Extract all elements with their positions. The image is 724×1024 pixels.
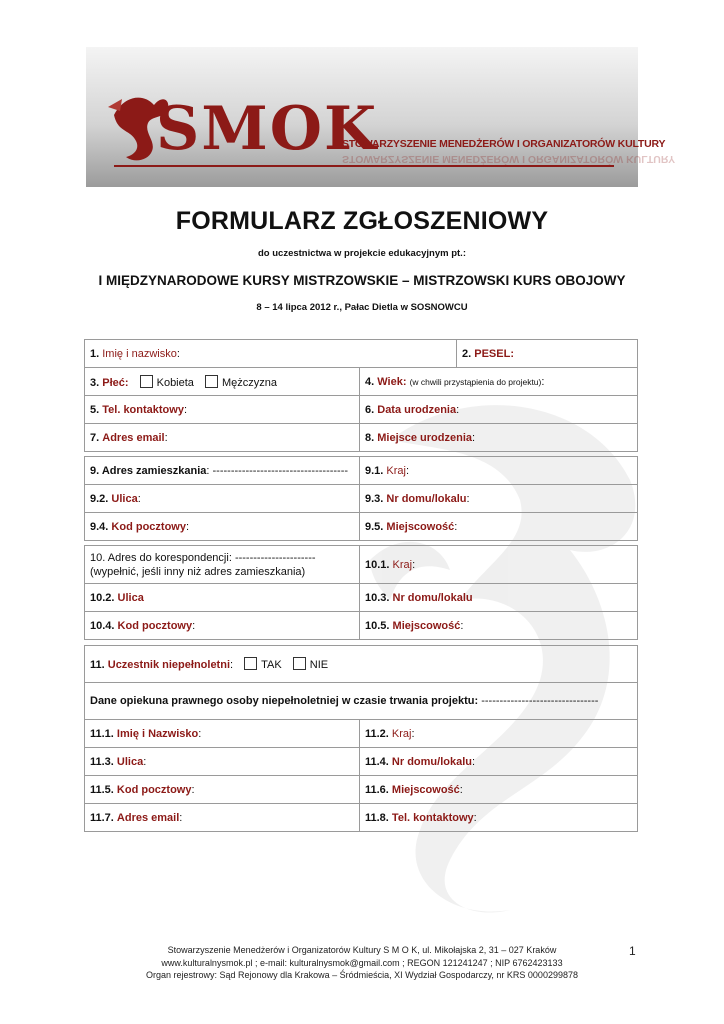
field-guardian-country[interactable]: 11.2. Kraj: <box>360 720 638 748</box>
checkbox-male[interactable] <box>205 375 218 388</box>
header-banner <box>86 47 676 187</box>
personal-data-table <box>84 339 638 452</box>
field-residence-country[interactable]: 9.1. Kraj: <box>360 457 638 485</box>
guardian-header: Dane opiekuna prawnego osoby niepełnoletniej w czasie trwania projektu: -------------------------------- <box>85 683 638 720</box>
project-name: I MIĘDZYNARODOWE KURSY MISTRZOWSKIE – MISTRZOWSKI KURS OBOJOWY <box>98 273 626 288</box>
field-guardian-street[interactable]: 11.3. Ulica: <box>85 748 360 776</box>
field-corr-postcode[interactable]: 10.4. Kod pocztowy: <box>85 612 360 640</box>
label-no: NIE <box>309 659 329 671</box>
field-residence-postcode[interactable]: 9.4. Kod pocztowy: <box>85 513 360 541</box>
subtitle: do uczestnictwa w projekcie edukacyjnym pt.: <box>257 248 466 259</box>
page-number: 1 <box>629 944 636 958</box>
field-name[interactable]: 1. Imię i nazwisko: <box>85 340 457 368</box>
organization-name-reflection: STOWARZYSZENIE MENEDŻERÓW I ORGANIZATORÓW KULTURY <box>342 153 676 165</box>
label-yes: TAK <box>261 659 282 671</box>
field-corr-street[interactable]: 10.2. Ulica <box>85 584 360 612</box>
field-guardian-city[interactable]: 11.6. Miejscowość: <box>360 776 638 804</box>
field-phone[interactable]: 5. Tel. kontaktowy: <box>85 396 360 424</box>
field-guardian-email[interactable]: 11.7. Adres email: <box>85 804 360 832</box>
field-guardian-name[interactable]: 11.1. Imię i Nazwisko: <box>85 720 360 748</box>
footer-line-3: Organ rejestrowy: Sąd Rejonowy dla Krakowa – Śródmieścia, XI Wydział Gospodarczy, nr KRS 0000299878 <box>146 970 578 980</box>
field-corr-country[interactable]: 10.1. Kraj: <box>360 546 638 584</box>
footer-line-1: Stowarzyszenie Menedżerów i Organizatorów Kultury S M O K, ul. Mikołajska 2, 31 – 027 Kraków <box>167 945 557 955</box>
field-birth-date[interactable]: 6. Data urodzenia: <box>360 396 638 424</box>
residence-header: 9. Adres zamieszkania: ------------------------------------- <box>85 457 360 485</box>
residence-address-table <box>84 456 638 541</box>
field-residence-street[interactable]: 9.2. Ulica: <box>85 485 360 513</box>
checkbox-female[interactable] <box>140 375 153 388</box>
correspondence-address-table <box>84 545 638 640</box>
organization-name: STOWARZYSZENIE MENEDŻERÓW I ORGANIZATORÓW KULTURY <box>342 138 666 150</box>
logo-text: SMOK <box>156 94 379 164</box>
field-guardian-house[interactable]: 11.4. Nr domu/lokalu: <box>360 748 638 776</box>
page-title: FORMULARZ ZGŁOSZENIOWY <box>175 207 549 235</box>
field-pesel[interactable]: 2. PESEL: <box>457 340 638 368</box>
field-age[interactable]: 4. Wiek: (w chwili przystąpienia do projektu): <box>360 368 638 396</box>
footer-line-2: www.kulturalnysmok.pl ; e-mail: kulturalnysmok@gmail.com ; REGON 121241247 ; NIP 6762423133 <box>161 957 563 968</box>
checkbox-minor-yes[interactable] <box>244 657 257 670</box>
field-email[interactable]: 7. Adres email: <box>85 424 360 452</box>
field-guardian-phone[interactable]: 11.8. Tel. kontaktowy: <box>360 804 638 832</box>
correspondence-note: (wypełnić, jeśli inny niż adres zamieszkania) <box>90 565 306 578</box>
field-residence-city[interactable]: 9.5. Miejscowość: <box>360 513 638 541</box>
correspondence-header: 10. Adres do korespondencji: ---------------------- (wypełnić, jeśli inny niż adres zamieszkania) <box>85 546 360 584</box>
event-dates: 8 – 14 lipca 2012 r., Pałac Dietla w SOSNOWCU <box>256 302 468 313</box>
banner-rule <box>114 165 614 167</box>
field-minor: 11. Uczestnik niepełnoletni: TAK NIE <box>85 646 638 683</box>
field-birth-place[interactable]: 8. Miejsce urodzenia: <box>360 424 638 452</box>
field-guardian-postcode[interactable]: 11.5. Kod pocztowy: <box>85 776 360 804</box>
checkbox-minor-no[interactable] <box>293 657 306 670</box>
field-corr-house[interactable]: 10.3. Nr domu/lokalu <box>360 584 638 612</box>
field-gender: 3. Płeć: Kobieta Mężczyzna <box>85 368 360 396</box>
field-residence-house[interactable]: 9.3. Nr domu/lokalu: <box>360 485 638 513</box>
field-corr-city[interactable]: 10.5. Miejscowość: <box>360 612 638 640</box>
footer <box>120 944 604 982</box>
label-female: Kobieta <box>156 376 194 389</box>
label-male: Mężczyzna <box>221 376 278 389</box>
minor-participant-table <box>84 645 638 832</box>
